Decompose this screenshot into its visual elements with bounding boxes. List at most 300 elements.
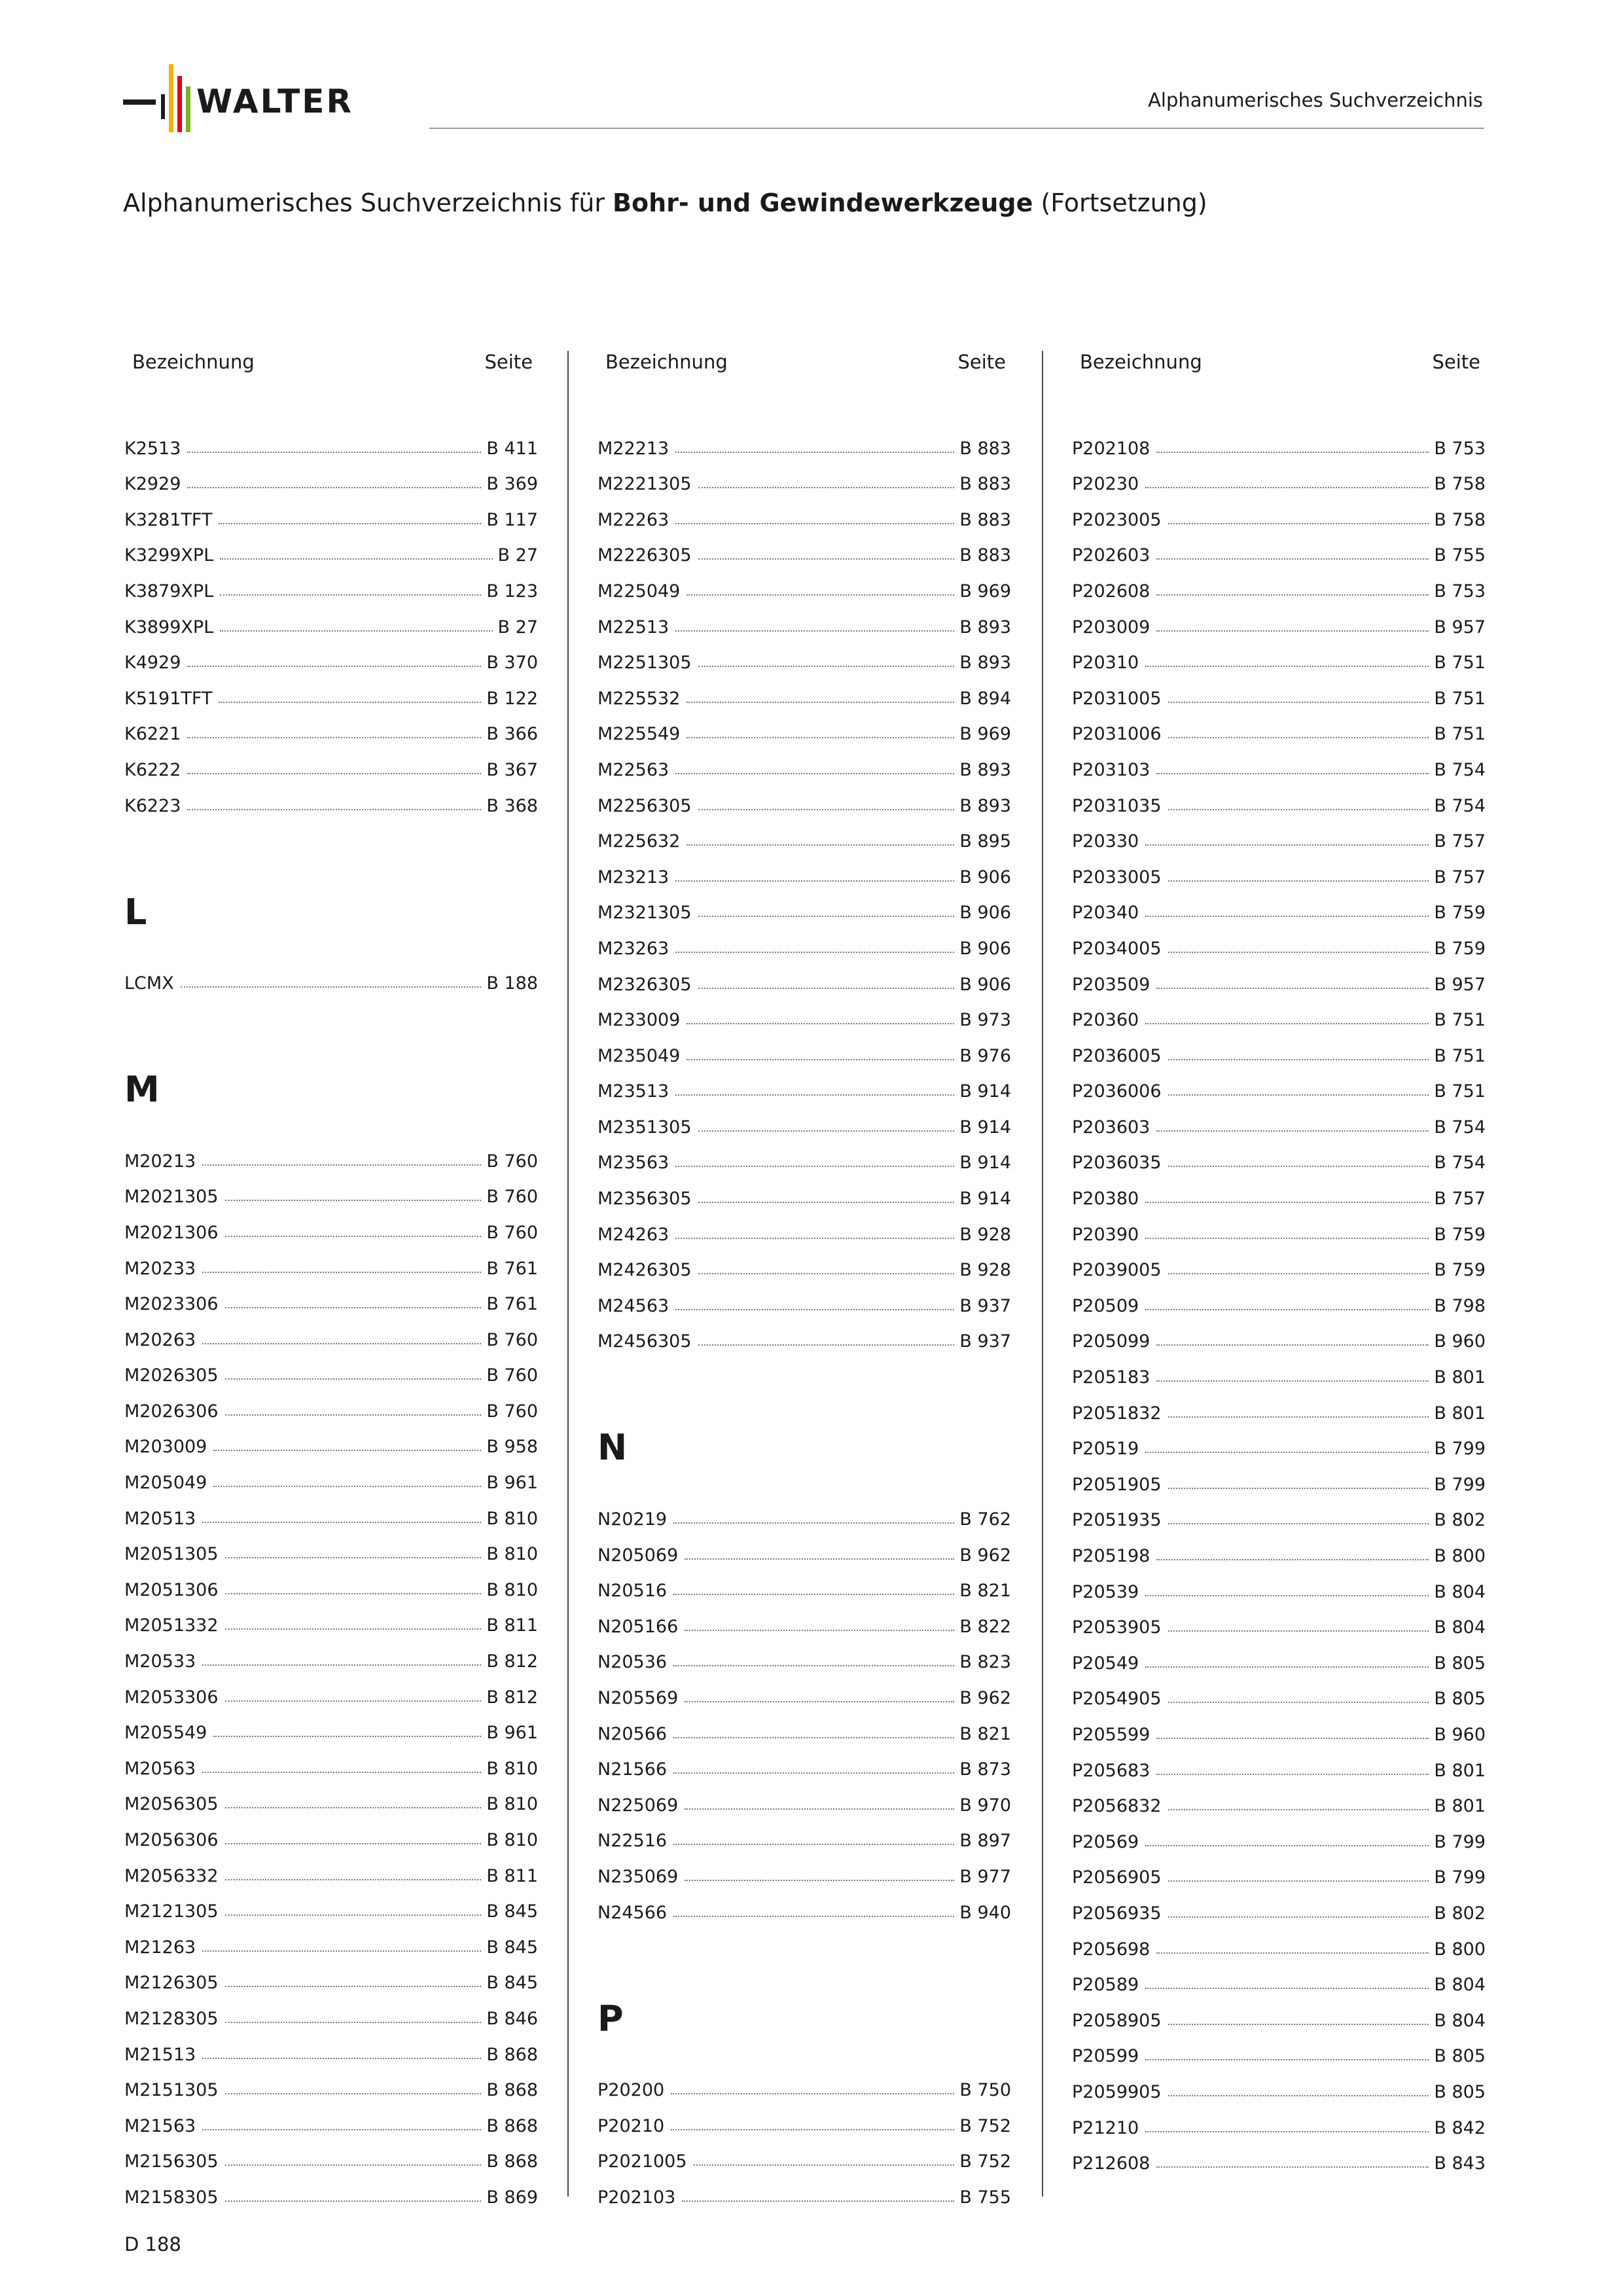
column-header-page: Seite [484, 351, 533, 373]
entry-code: M20213 [124, 1151, 196, 1172]
dot-leader [202, 2129, 481, 2130]
index-entry [597, 852, 1011, 888]
index-entry [124, 1564, 538, 1600]
index-entry [597, 1280, 1011, 1316]
entry-code: P203603 [1072, 1117, 1150, 1138]
entry-page: B 752 [959, 2115, 1011, 2136]
dot-leader [213, 1736, 481, 1737]
dot-leader [187, 773, 481, 774]
index-entry [597, 459, 1011, 495]
logo-bar-green [186, 86, 190, 132]
dot-leader [1168, 1059, 1429, 1060]
index-entry [124, 1314, 538, 1350]
entry-code: P20310 [1072, 653, 1139, 673]
entry-code: M2056306 [124, 1830, 219, 1850]
entry-page: B 370 [486, 653, 538, 673]
dot-leader [1168, 1630, 1429, 1632]
entry-page: B 751 [1434, 653, 1486, 673]
entry-page: B 805 [1434, 2081, 1486, 2102]
entry-code: M2128305 [124, 2008, 219, 2029]
dot-leader [202, 1772, 481, 1773]
index-entry [1072, 709, 1486, 745]
index-entry [597, 780, 1011, 816]
entry-page: B 760 [486, 1329, 538, 1350]
entry-page: B 367 [486, 759, 538, 780]
entry-page: B 755 [959, 2187, 1011, 2208]
dot-leader [698, 558, 955, 560]
entry-page: B 800 [1434, 1939, 1486, 1960]
dot-leader [685, 1558, 954, 1560]
index-entry [1072, 1424, 1486, 1460]
dot-leader [1156, 594, 1429, 596]
entry-code: M22213 [597, 438, 669, 459]
column-header [124, 351, 538, 377]
dot-leader [1145, 666, 1429, 667]
index-entry [124, 2100, 538, 2136]
index-entry [1072, 601, 1486, 637]
entry-code: P2051905 [1072, 1474, 1162, 1495]
entry-page: B 961 [486, 1473, 538, 1494]
index-entry [1072, 1852, 1486, 1888]
column-body [597, 423, 1011, 2208]
entry-code: P20569 [1072, 1831, 1139, 1852]
entry-code: M23263 [597, 938, 669, 959]
entry-page: B 751 [1434, 1045, 1486, 1066]
entry-code: M233009 [597, 1010, 681, 1031]
entry-page: B 804 [1434, 1975, 1486, 1996]
entry-code: P2034005 [1072, 938, 1162, 959]
entry-code: M21263 [124, 1937, 196, 1958]
entry-code: K3299XPL [124, 545, 214, 566]
entry-code: P20519 [1072, 1439, 1139, 1460]
entry-page: B 977 [959, 1866, 1011, 1887]
entry-code: M22563 [597, 759, 669, 780]
dot-leader [698, 487, 955, 488]
column-header [1072, 351, 1486, 377]
dot-leader [213, 1486, 481, 1487]
entry-page: B 759 [1434, 1260, 1486, 1281]
index-entry [124, 1600, 538, 1636]
entry-code: P2051935 [1072, 1510, 1162, 1531]
dot-leader [213, 1450, 481, 1451]
entry-code: P2059905 [1072, 2081, 1162, 2102]
entry-page: B 883 [959, 474, 1011, 495]
entry-code: P2036035 [1072, 1153, 1162, 1174]
dot-leader [1145, 1023, 1429, 1024]
dot-leader [1156, 1380, 1429, 1382]
entry-code: M2051332 [124, 1615, 219, 1636]
entry-page: B 123 [486, 581, 538, 601]
dot-leader [675, 880, 954, 882]
entry-code: M22513 [597, 617, 669, 637]
dot-leader [1168, 809, 1429, 810]
dot-leader [685, 1880, 954, 1881]
index-entry [1072, 816, 1486, 852]
column-body [1072, 423, 1486, 2174]
entry-code: K3281TFT [124, 509, 213, 530]
entry-page: B 810 [486, 1544, 538, 1565]
entry-page: B 757 [1434, 867, 1486, 888]
entry-code: M21563 [124, 2115, 196, 2136]
index-entry [124, 1922, 538, 1958]
entry-code: P205698 [1072, 1939, 1150, 1960]
dot-leader [1156, 1344, 1429, 1346]
index-entry [124, 494, 538, 530]
entry-code: M2126305 [124, 1973, 219, 1994]
index-entry [1072, 1602, 1486, 1638]
dot-leader [685, 1630, 954, 1631]
dot-leader [1168, 1702, 1429, 1703]
index-entry [597, 1245, 1011, 1281]
entry-page: B 117 [486, 509, 538, 530]
logo-wordmark: WALTER [196, 82, 353, 120]
index-entry [124, 637, 538, 673]
entry-code: N20219 [597, 1509, 668, 1530]
entry-code: M205049 [124, 1473, 207, 1494]
index-entry [124, 1743, 538, 1779]
entry-code: P2023005 [1072, 509, 1162, 530]
index-entry [1072, 1816, 1486, 1852]
entry-page: B 868 [486, 2044, 538, 2065]
entry-page: B 758 [1434, 509, 1486, 530]
entry-page: B 897 [959, 1831, 1011, 1852]
entry-code: N205069 [597, 1545, 679, 1566]
dot-leader [1156, 630, 1429, 632]
entry-page: B 962 [959, 1545, 1011, 1566]
index-entry [1072, 1638, 1486, 1674]
index-entry [1072, 2031, 1486, 2067]
dot-leader [673, 1522, 954, 1524]
dot-leader [698, 809, 955, 810]
walter-logo [123, 60, 401, 135]
index-entry [1072, 1995, 1486, 2031]
entry-page: B 868 [486, 2080, 538, 2101]
index-entry [597, 1780, 1011, 1816]
entry-code: P2056832 [1072, 1796, 1162, 1817]
entry-page: B 802 [1434, 1510, 1486, 1531]
entry-page: B 752 [959, 2151, 1011, 2172]
entry-code: M23213 [597, 867, 669, 888]
index-entry [597, 1138, 1011, 1174]
header-rule [429, 128, 1484, 129]
entry-code: N225069 [597, 1795, 679, 1816]
entry-code: M2326305 [597, 974, 692, 995]
dot-leader [219, 702, 481, 703]
dot-leader [1168, 2095, 1429, 2096]
dot-leader [1168, 880, 1429, 882]
entry-page: B 914 [959, 1153, 1011, 1174]
entry-code: P203103 [1072, 759, 1150, 780]
dot-leader [1145, 1988, 1429, 1989]
entry-code: P202608 [1072, 581, 1150, 601]
dot-leader [671, 2129, 954, 2130]
entry-code: P2053905 [1072, 1617, 1162, 1638]
entry-page: B 801 [1434, 1367, 1486, 1388]
index-entry [124, 1779, 538, 1815]
entry-page: B 753 [1434, 581, 1486, 601]
index-entry [597, 1637, 1011, 1673]
entry-page: B 906 [959, 938, 1011, 959]
entry-code: P20340 [1072, 903, 1139, 924]
entry-code: M20533 [124, 1651, 196, 1672]
entry-code: P2056905 [1072, 1867, 1162, 1888]
section-letter: M [124, 1069, 160, 1111]
entry-page: B 804 [1434, 2010, 1486, 2031]
index-entry [1072, 565, 1486, 601]
dot-leader [675, 630, 954, 632]
dot-leader [225, 1628, 482, 1630]
entry-page: B 188 [486, 973, 538, 994]
entry-page: B 914 [959, 1081, 1011, 1102]
entry-code: P20599 [1072, 2046, 1139, 2067]
column-header [597, 351, 1011, 377]
index-entry [124, 958, 538, 994]
entry-page: B 868 [486, 2151, 538, 2172]
entry-page: B 906 [959, 867, 1011, 888]
dot-leader [698, 1130, 955, 1132]
dot-leader [1156, 988, 1429, 989]
entry-code: M20233 [124, 1258, 196, 1279]
entry-code: M24563 [597, 1295, 669, 1316]
entry-page: B 754 [1434, 795, 1486, 816]
entry-page: B 906 [959, 903, 1011, 924]
entry-page: B 799 [1434, 1439, 1486, 1460]
entry-page: B 845 [486, 1973, 538, 1994]
entry-page: B 906 [959, 974, 1011, 995]
dot-leader [1145, 1452, 1429, 1453]
entry-code: P20230 [1072, 474, 1139, 495]
dot-leader [219, 523, 481, 524]
entry-page: B 969 [959, 724, 1011, 745]
entry-code: K2929 [124, 474, 181, 495]
dot-leader [225, 1807, 482, 1808]
entry-code: M225549 [597, 724, 681, 745]
dot-leader [202, 1343, 481, 1344]
entry-code: M2456305 [597, 1331, 692, 1352]
column-header-designation: Bezeichnung [1080, 351, 1202, 373]
dot-leader [1156, 1130, 1429, 1132]
entry-code: P2021005 [597, 2151, 687, 2172]
dot-leader [202, 2058, 481, 2059]
index-entry [1072, 1102, 1486, 1138]
entry-page: B 761 [486, 1294, 538, 1315]
entry-code: P20210 [597, 2115, 665, 2136]
entry-page: B 894 [959, 688, 1011, 709]
entry-page: B 937 [959, 1295, 1011, 1316]
index-entry [597, 1173, 1011, 1209]
index-entry [597, 1851, 1011, 1887]
entry-code: P20330 [1072, 831, 1139, 852]
entry-code: M2023306 [124, 1294, 219, 1315]
page-heading [123, 188, 1207, 217]
index-entry [124, 601, 538, 637]
section-letter: N [597, 1427, 628, 1469]
column-body [124, 423, 538, 2208]
dot-leader [675, 452, 954, 453]
entry-page: B 757 [1434, 1189, 1486, 1210]
logo-bar-yellow [169, 64, 173, 132]
index-entry [1072, 1709, 1486, 1745]
dot-leader [225, 1700, 482, 1702]
entry-page: B 804 [1434, 1581, 1486, 1602]
index-entry [124, 1850, 538, 1886]
entry-code: M23563 [597, 1153, 669, 1174]
entry-page: B 822 [959, 1616, 1011, 1637]
entry-code: M2156305 [124, 2151, 219, 2172]
entry-page: B 842 [1434, 2117, 1486, 2138]
dot-leader [1168, 1488, 1429, 1489]
entry-page: B 760 [486, 1187, 538, 1208]
entry-code: P20390 [1072, 1224, 1139, 1245]
entry-code: N24566 [597, 1902, 668, 1923]
entry-code: P202603 [1072, 545, 1150, 566]
entry-page: B 758 [1434, 474, 1486, 495]
column-header-page: Seite [1432, 351, 1480, 373]
entry-page: B 751 [1434, 1081, 1486, 1102]
dot-leader [225, 1557, 482, 1558]
entry-code: M20263 [124, 1329, 196, 1350]
entry-code: K2513 [124, 438, 181, 459]
dot-leader [1145, 1845, 1429, 1846]
index-entry [124, 2029, 538, 2065]
dot-leader [675, 773, 954, 774]
entry-page: B 753 [1434, 438, 1486, 459]
dot-leader [675, 1309, 954, 1310]
dot-leader [225, 1879, 482, 1880]
entry-code: LCMX [124, 973, 174, 994]
entry-code: M2053306 [124, 1687, 219, 1708]
index-entry [1072, 1245, 1486, 1281]
dot-leader [1145, 1666, 1429, 1668]
dot-leader [1168, 2024, 1429, 2025]
entry-code: P2058905 [1072, 2010, 1162, 2031]
index-entry [1072, 2102, 1486, 2138]
index-entry [1072, 1173, 1486, 1209]
dot-leader [1168, 1916, 1429, 1918]
column-divider [1042, 351, 1043, 2197]
entry-page: B 810 [486, 1508, 538, 1529]
column-header-page: Seite [957, 351, 1006, 373]
entry-code: K6223 [124, 795, 181, 816]
dot-leader [1168, 1416, 1429, 1418]
dot-leader [225, 1593, 482, 1594]
entry-page: B 754 [1434, 759, 1486, 780]
entry-page: B 970 [959, 1795, 1011, 1816]
entry-code: M203009 [124, 1437, 207, 1458]
entry-code: P2036005 [1072, 1045, 1162, 1066]
entry-code: K6221 [124, 724, 181, 745]
index-entry [597, 2172, 1011, 2208]
dot-leader [682, 2200, 954, 2202]
dot-leader [1168, 1273, 1429, 1274]
entry-page: B 751 [1434, 688, 1486, 709]
dot-leader [220, 594, 481, 596]
index-entry [124, 673, 538, 709]
index-entry [597, 637, 1011, 673]
entry-code: P203509 [1072, 974, 1150, 995]
entry-code: N20566 [597, 1723, 668, 1744]
entry-code: P21210 [1072, 2117, 1139, 2138]
entry-code: M2321305 [597, 903, 692, 924]
index-entry [124, 1422, 538, 1458]
index-entry [124, 1958, 538, 1994]
entry-page: B 369 [486, 474, 538, 495]
entry-page: B 754 [1434, 1153, 1486, 1174]
column-header-designation: Bezeichnung [132, 351, 255, 373]
entry-page: B 810 [486, 1794, 538, 1815]
dot-leader [1168, 1166, 1429, 1167]
entry-code: M2021306 [124, 1222, 219, 1243]
entry-code: P205099 [1072, 1331, 1150, 1352]
index-entry [1072, 1388, 1486, 1424]
dot-leader [1156, 773, 1429, 774]
entry-code: P2039005 [1072, 1260, 1162, 1281]
entry-page: B 801 [1434, 1403, 1486, 1424]
entry-page: B 928 [959, 1260, 1011, 1281]
dot-leader [687, 702, 954, 703]
dot-leader [1156, 558, 1429, 560]
entry-page: B 843 [1434, 2153, 1486, 2174]
index-entry [1072, 780, 1486, 816]
dot-leader [698, 916, 955, 917]
entry-code: M24263 [597, 1224, 669, 1245]
entry-code: P2036006 [1072, 1081, 1162, 1102]
entry-code: K5191TFT [124, 688, 213, 709]
entry-page: B 883 [959, 545, 1011, 566]
entry-page: B 973 [959, 1010, 1011, 1031]
entry-page: B 122 [486, 688, 538, 709]
entry-page: B 805 [1434, 1689, 1486, 1710]
entry-code: M21513 [124, 2044, 196, 2065]
entry-code: M2026305 [124, 1365, 219, 1386]
index-entry [597, 888, 1011, 924]
entry-code: M2426305 [597, 1260, 692, 1281]
dot-leader [673, 1594, 954, 1595]
dot-leader [698, 1202, 955, 1203]
logo-bar-red [177, 76, 182, 132]
index-entry [124, 1279, 538, 1315]
entry-page: B 869 [486, 2187, 538, 2208]
dot-leader [698, 1273, 955, 1274]
dot-leader [1168, 1523, 1429, 1524]
dot-leader [202, 1664, 481, 1666]
entry-code: P2033005 [1072, 867, 1162, 888]
dot-leader [1168, 1094, 1429, 1096]
index-entry [1072, 1316, 1486, 1352]
entry-page: B 368 [486, 795, 538, 816]
entry-code: M2351305 [597, 1117, 692, 1138]
dot-leader [202, 1272, 481, 1273]
dot-leader [1145, 2131, 1429, 2132]
page-heading-prefix: Alphanumerisches Suchverzeichnis für [123, 188, 613, 217]
entry-page: B 821 [959, 1723, 1011, 1744]
dot-leader [1156, 1559, 1429, 1560]
dot-leader [698, 666, 955, 667]
index-entry [597, 494, 1011, 530]
dot-leader [1168, 523, 1429, 524]
dot-leader [687, 1059, 954, 1060]
dot-leader [1156, 1738, 1429, 1739]
index-column-2 [597, 351, 1011, 2208]
dot-leader [671, 2093, 954, 2094]
entry-page: B 937 [959, 1331, 1011, 1352]
index-entry [597, 1708, 1011, 1744]
entry-page: B 961 [486, 1723, 538, 1744]
dot-leader [698, 988, 955, 989]
dot-leader [1168, 737, 1429, 738]
entry-code: P205599 [1072, 1724, 1150, 1745]
entry-page: B 27 [497, 617, 538, 637]
